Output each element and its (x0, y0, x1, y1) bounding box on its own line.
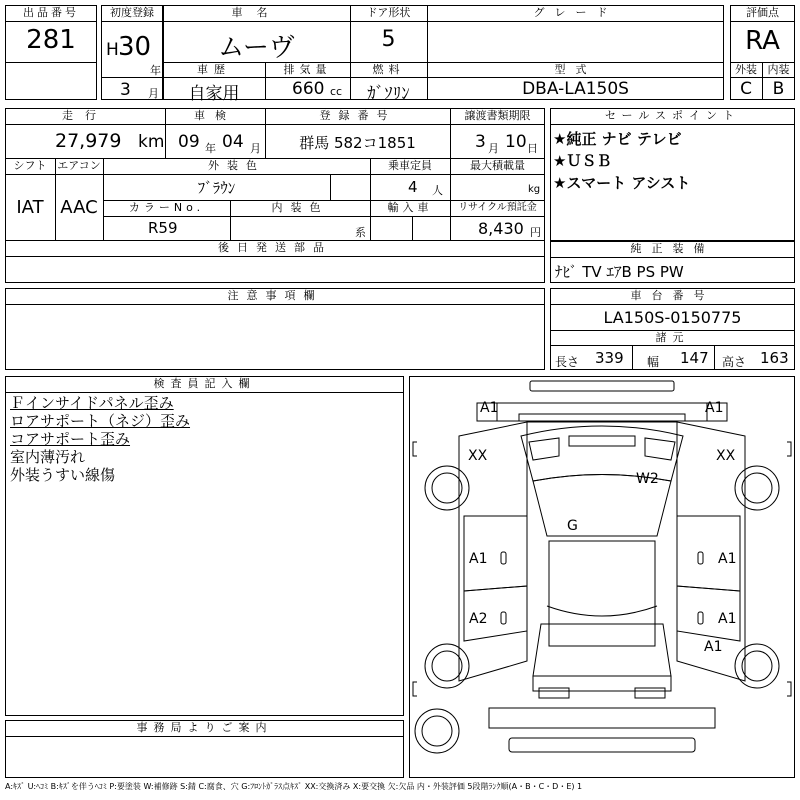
year-unit: 年 (150, 64, 161, 77)
mark-a2-left-rear-door: A2 (469, 611, 488, 627)
length-value: 339 (595, 349, 624, 367)
mark-g: G (567, 518, 578, 534)
dims-label: 諸元 (655, 331, 690, 344)
fuel-label: 燃料 (372, 63, 405, 76)
color-label: 外装色 (208, 159, 265, 172)
mark-a1-right-front-door: A1 (718, 551, 737, 567)
inspector-notes (10, 394, 190, 484)
inspector-note: コアサポート歪み (10, 430, 131, 448)
height-value: 163 (760, 349, 789, 367)
inspection-month-unit: 月 (250, 142, 261, 155)
lot-number: 281 (26, 25, 76, 55)
chassis-value: LA150S-0150775 (603, 308, 742, 327)
office-label: 事務局よりご案内 (136, 721, 273, 734)
sales-points-list (553, 128, 793, 194)
import-label: 輸入車 (387, 201, 433, 214)
transfer-month-unit: 月 (488, 142, 499, 155)
shift-label: シフト (13, 159, 47, 172)
genuine-value: ﾅﾋﾞ TV ｴｱB PS PW (555, 263, 684, 281)
color-no-label: カラーNo. (128, 201, 205, 214)
plate-label: 登録番号 (319, 109, 396, 122)
legend-text: A:ｷｽﾞ U:ﾍｺﾐ B:ｷｽﾞを伴うﾍｺﾐ P:要塗装 W:補修跡 S:錆 C:腐食、穴 G:ﾌﾛﾝﾄｶﾞﾗｽ点ｷｽﾞ XX:交換済み X:要交換 欠:欠品 内・外装評価 5段階ﾗﾝｸ順(A・B・C・D・E) 1 (5, 782, 583, 791)
width-value: 147 (680, 349, 709, 367)
mark-a1-right-rear: A1 (704, 639, 723, 655)
sales-point-item: ★純正 ナビ テレビ (553, 130, 682, 148)
color-value: ﾌﾞﾗｳﾝ (197, 179, 236, 197)
inspection-label: 車検 (194, 109, 236, 122)
mark-xx-left: XX (468, 448, 488, 464)
interior-label: 内装 (767, 63, 790, 76)
month-unit: 月 (148, 87, 159, 100)
recycle-value: 8,430 (478, 219, 524, 238)
inspector-note: 外装うすい線傷 (10, 466, 116, 484)
displacement-unit: cc (330, 85, 343, 98)
sales-points-label: セールスポイント (604, 109, 740, 122)
exterior-label: 外装 (735, 63, 757, 76)
later-parts-label: 後日発送部品 (218, 241, 332, 254)
capacity-unit: 人 (432, 184, 443, 197)
score-value: RA (745, 26, 780, 56)
mark-a1-front-left: A1 (480, 400, 499, 416)
capacity-value: 4 (408, 178, 418, 196)
inspector-label: 検査員記入欄 (153, 377, 256, 390)
ac-label: エアコン (57, 159, 101, 172)
inspection-year: 09 (178, 132, 200, 152)
capacity-label: 乗車定員 (388, 159, 432, 172)
mark-xx-right: XX (716, 448, 736, 464)
era: H (106, 40, 119, 60)
car-name-label: 車名 (231, 6, 282, 19)
model-label: 型式 (554, 63, 597, 76)
chassis-label: 車台番号 (630, 289, 715, 302)
mileage-unit: km (138, 132, 165, 152)
load-unit: kg (528, 184, 541, 195)
mileage-value: 27,979 (55, 130, 122, 152)
load-label: 最大積載量 (470, 159, 525, 172)
inspection-year-unit: 年 (205, 142, 216, 155)
car-name: ムーヴ (218, 33, 295, 63)
lot-label: 出品番号 (23, 6, 79, 19)
grade-label: グレード (533, 6, 618, 19)
transfer-month: 3 (475, 132, 486, 152)
reg-month: 3 (120, 80, 131, 100)
plate-value: 群馬 582コ1851 (299, 134, 416, 152)
inspector-note: Ｆインサイドパネル歪み (10, 394, 174, 412)
mark-a1-left-front-door: A1 (469, 551, 488, 567)
model-value: DBA-LA150S (522, 79, 629, 99)
mark-a1-right-rear-door: A1 (718, 611, 737, 627)
first-reg-label: 初度登録 (110, 6, 154, 19)
width-label: 幅 (647, 355, 660, 369)
door-label: ドア形状 (366, 6, 411, 19)
exterior-value: C (740, 79, 752, 99)
ac-value: AAC (60, 197, 98, 218)
fuel-value: ｶﾞｿﾘﾝ (367, 84, 410, 104)
caution-label: 注意事項欄 (227, 289, 323, 302)
reg-year: 30 (118, 32, 152, 62)
inspector-note: 室内薄汚れ (10, 448, 86, 466)
score-label: 評価点 (746, 6, 779, 19)
recycle-unit: 円 (530, 226, 541, 239)
history-value: 自家用 (188, 84, 240, 104)
interior-value: B (772, 79, 785, 99)
transfer-day-unit: 日 (527, 142, 538, 155)
int-color-unit: 系 (355, 226, 366, 239)
genuine-label: 純正装備 (630, 242, 715, 255)
sales-point-item: ★スマート アシスト (553, 174, 691, 192)
height-label: 高さ (722, 355, 747, 369)
length-label: 長さ (555, 355, 580, 369)
inspector-note: ロアサポート（ネジ）歪み (10, 412, 191, 430)
color-no-value: R59 (148, 219, 178, 237)
shift-value: IAT (16, 197, 44, 218)
displacement-value: 660 (292, 79, 325, 99)
sales-point-item: ★ＵＳＢ (553, 152, 612, 170)
door-value: 5 (381, 27, 396, 52)
car-diagram (409, 376, 795, 778)
displacement-label: 排気量 (283, 63, 332, 76)
inspection-month: 04 (222, 132, 244, 152)
history-label: 車歴 (197, 63, 231, 76)
mark-a1-front-right: A1 (705, 400, 724, 416)
int-color-label: 内装色 (271, 201, 329, 214)
transfer-label: 譲渡書類期限 (464, 109, 531, 122)
mileage-label: 走行 (62, 109, 108, 122)
transfer-day: 10 (505, 132, 527, 152)
mark-w2: W2 (636, 471, 659, 487)
recycle-label: リサイクル預託金 (458, 202, 537, 213)
